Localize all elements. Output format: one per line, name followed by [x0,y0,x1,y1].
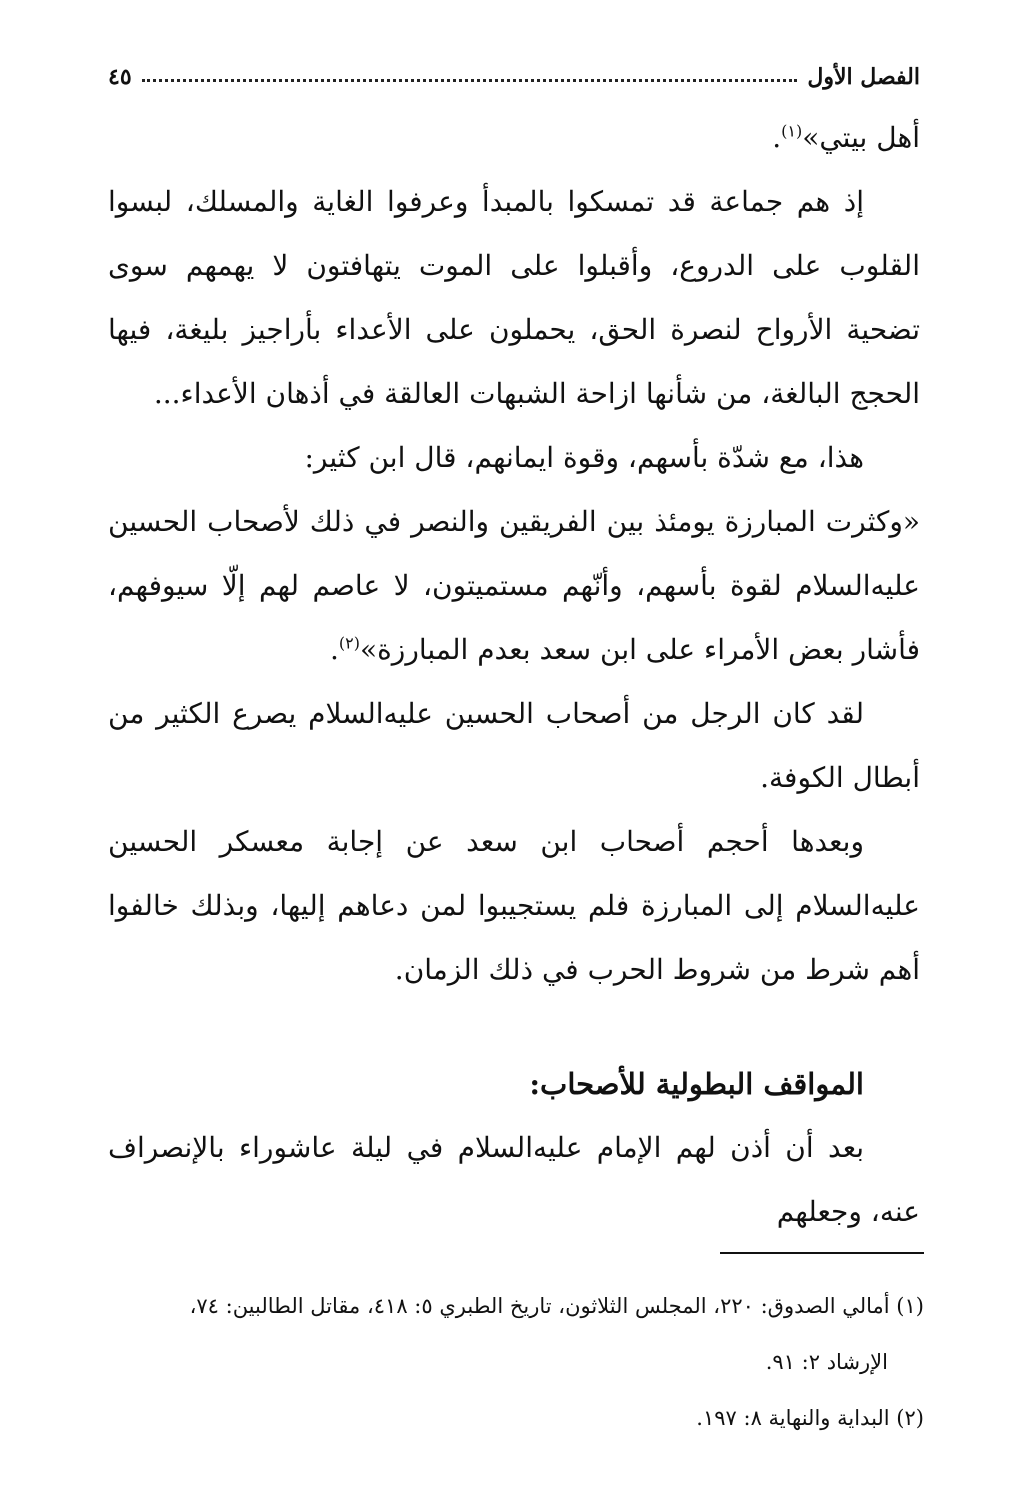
paragraph-2: إذ هم جماعة قد تمسكوا بالمبدأ وعرفوا الغاية والمسلك، لبسوا القلوب على الدروع، وأقبلوا على الموت يتهافتون لا يهمهم سوى تضحية الأرواح لنصرة الحق، يحملون على الأعداء بأراجيز بليغة، فيها الحجج البالغة، من شأنها ازاحة الشبهات العالقة في أذهان الأعداء... [108,185,920,410]
footnotes [108,1278,924,1446]
running-header [108,50,920,90]
paragraph-4-quote [108,490,920,682]
paragraph-5: لقد كان الرجل من أصحاب الحسين عليه‌السلام يصرع الكثير من أبطال الكوفة. [108,697,920,794]
section-heading: المواقف البطولية للأصحاب: [529,1067,864,1101]
paragraph-4-end: . [330,633,339,666]
page-number: ٤٥ [108,64,132,90]
footnote-ref-1: (١) [781,121,803,141]
header-dot-leader [142,79,798,82]
footnote-2: (٢) البداية والنهاية ٨: ١٩٧. [696,1406,924,1430]
footnote-1: (١) أمالي الصدوق: ٢٢٠، المجلس الثلاثون، تاريخ الطبري ٥: ٤١٨، مقاتل الطالبين: ٧٤، [189,1294,924,1318]
paragraph-6: وبعدها أحجم أصحاب ابن سعد عن إجابة معسكر الحسين عليه‌السلام إلى المبارزة فلم يستجيبوا لمن دعاهم إليها، وبذلك خالفوا أهم شرط من شروط الحرب في ذلك الزمان. [108,825,920,986]
footnote-1-continued: الإرشاد ٢: ٩١. [765,1350,888,1374]
chapter-title: الفصل الأول [807,64,920,90]
paragraph-1 [108,106,920,170]
main-text [108,106,920,1244]
footnote-ref-2: (٢) [338,633,360,653]
footnote-separator [720,1252,924,1254]
paragraph-4-text: «وكثرت المبارزة يومئذ بين الفريقين والنصر في ذلك لأصحاب الحسين عليه‌السلام لقوة بأسهم، وأنّهم مستميتون، لا عاصم لهم إلّا سيوفهم، فأشار بعض الأمراء على ابن سعد بعدم المبارزة» [108,505,920,666]
section-gap [108,1002,920,1052]
paragraph-3: هذا، مع شدّة بأسهم، وقوة ايمانهم، قال ابن كثير: [304,441,864,474]
paragraph-7: بعد أن أذن لهم الإمام عليه‌السلام في ليلة عاشوراء بالإنصراف عنه، وجعلهم [108,1131,920,1228]
paragraph-1-text: أهل بيتي» [802,121,920,154]
paragraph-1-end: . [772,121,782,154]
